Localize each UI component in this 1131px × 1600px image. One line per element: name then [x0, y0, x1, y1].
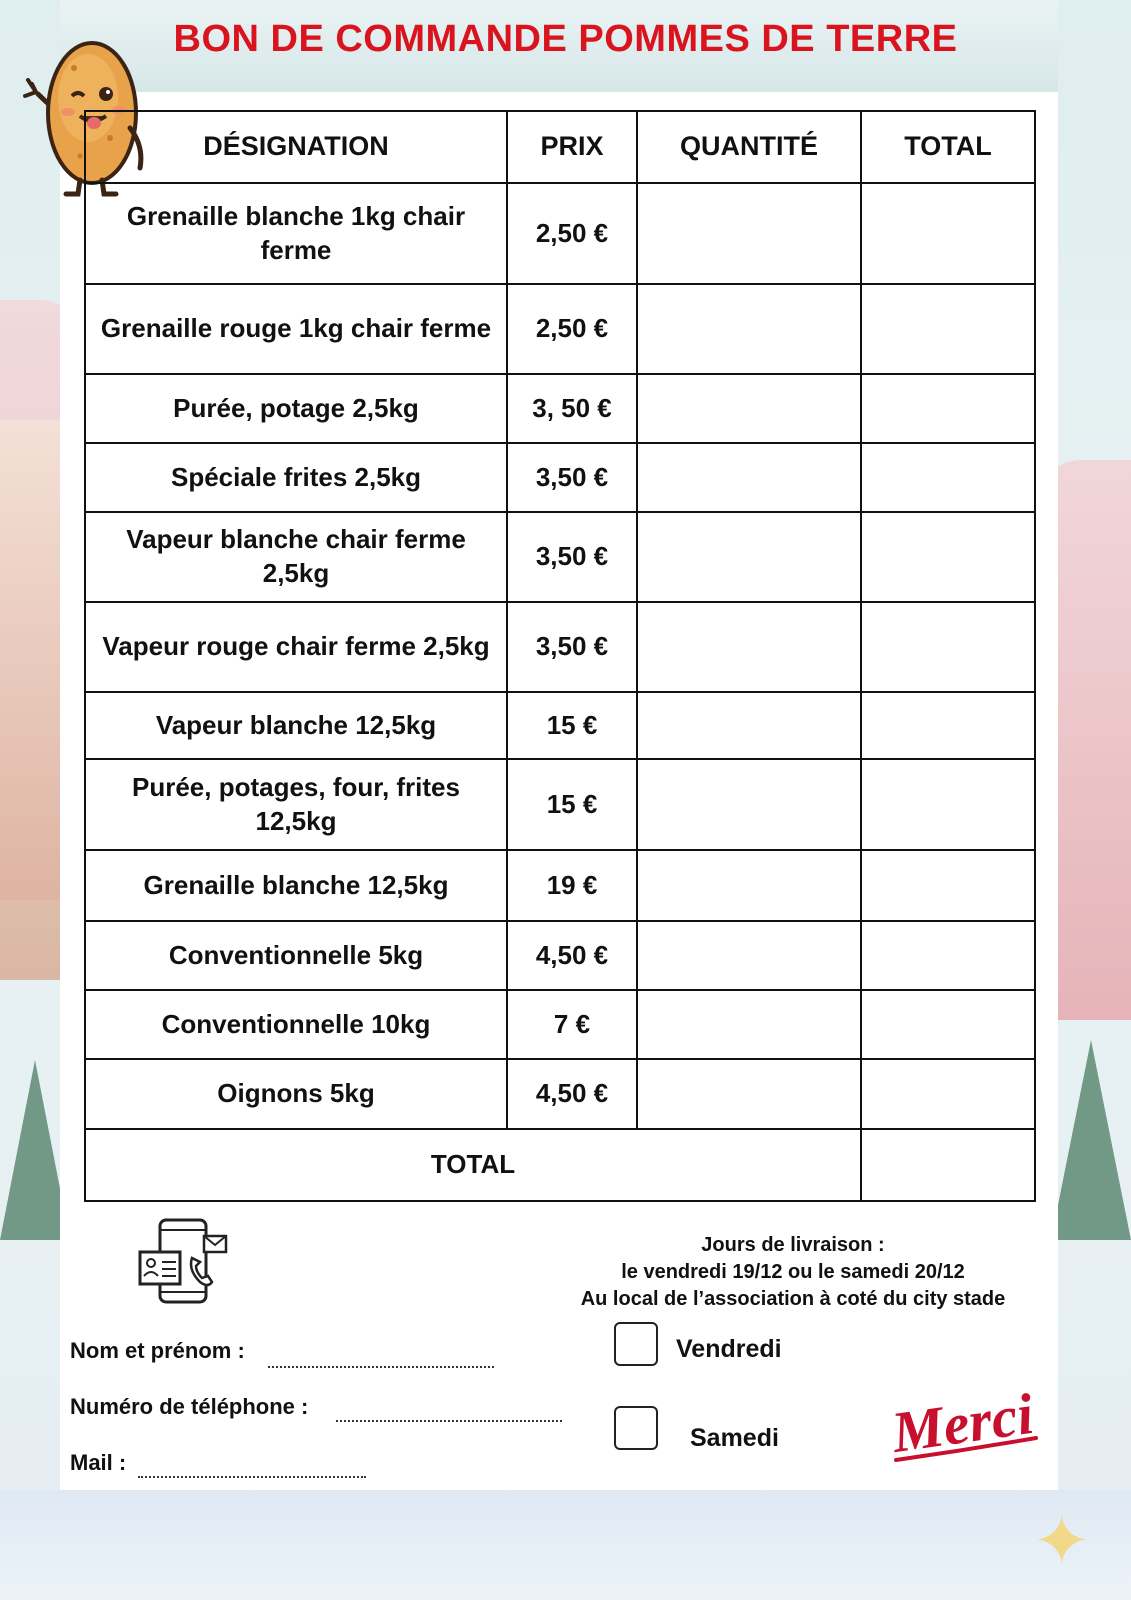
quantity-cell[interactable]	[637, 183, 861, 284]
delivery-title: Jours de livraison :	[701, 1234, 885, 1256]
quantity-cell[interactable]	[637, 921, 861, 990]
order-table	[84, 110, 1036, 1202]
table-row	[85, 512, 1035, 602]
quantity-cell[interactable]	[637, 692, 861, 759]
header-prix: PRIX	[507, 111, 637, 183]
phone-field[interactable]	[336, 1420, 562, 1422]
designation-cell: Grenaille rouge 1kg chair ferme	[85, 284, 507, 374]
total-cell[interactable]	[861, 443, 1035, 512]
quantity-cell[interactable]	[637, 759, 861, 850]
quantity-cell[interactable]	[637, 990, 861, 1059]
total-cell[interactable]	[861, 374, 1035, 443]
header-total: TOTAL	[861, 111, 1035, 183]
page-title: BON DE COMMANDE POMMES DE TERRE	[173, 18, 958, 60]
designation-cell: Purée, potages, four, frites 12,5kg	[85, 759, 507, 850]
price-cell: 3,50 €	[507, 512, 637, 602]
price-cell: 19 €	[507, 850, 637, 921]
price-cell: 4,50 €	[507, 1059, 637, 1129]
price-cell: 4,50 €	[507, 921, 637, 990]
header-designation: DÉSIGNATION	[85, 111, 507, 183]
sparkle-icon: ✦	[1032, 1500, 1091, 1582]
delivery-dates: le vendredi 19/12 ou le samedi 20/12	[621, 1261, 965, 1283]
label-samedi: Samedi	[690, 1424, 779, 1452]
price-cell: 2,50 €	[507, 183, 637, 284]
bg-snow-ground	[0, 1490, 1131, 1600]
table-row	[85, 374, 1035, 443]
designation-cell: Spéciale frites 2,5kg	[85, 443, 507, 512]
price-cell: 3, 50 €	[507, 374, 637, 443]
grand-total-label: TOTAL	[85, 1129, 861, 1201]
price-cell: 15 €	[507, 759, 637, 850]
designation-cell: Vapeur blanche chair ferme 2,5kg	[85, 512, 507, 602]
name-field[interactable]	[268, 1366, 494, 1368]
total-cell[interactable]	[861, 692, 1035, 759]
label-vendredi: Vendredi	[676, 1335, 782, 1363]
total-cell[interactable]	[861, 602, 1035, 692]
mail-field[interactable]	[138, 1476, 366, 1478]
quantity-cell[interactable]	[637, 850, 861, 921]
table-row	[85, 183, 1035, 284]
mail-label: Mail :	[70, 1450, 127, 1475]
checkbox-vendredi[interactable]	[614, 1322, 658, 1366]
quantity-cell[interactable]	[637, 284, 861, 374]
total-cell[interactable]	[861, 183, 1035, 284]
designation-cell: Conventionnelle 10kg	[85, 990, 507, 1059]
table-row	[85, 284, 1035, 374]
quantity-cell[interactable]	[637, 602, 861, 692]
svg-text:Merci: Merci	[887, 1380, 1038, 1466]
price-cell: 2,50 €	[507, 284, 637, 374]
table-row	[85, 921, 1035, 990]
table-row	[85, 602, 1035, 692]
total-cell[interactable]	[861, 990, 1035, 1059]
table-row	[85, 443, 1035, 512]
price-cell: 7 €	[507, 990, 637, 1059]
quantity-cell[interactable]	[637, 1059, 861, 1129]
delivery-location: Au local de l’association à coté du city stade	[580, 1288, 1006, 1310]
total-cell[interactable]	[861, 284, 1035, 374]
total-cell[interactable]	[861, 759, 1035, 850]
table-row	[85, 759, 1035, 850]
grand-total-row	[85, 1129, 1035, 1201]
table-row	[85, 692, 1035, 759]
designation-cell: Oignons 5kg	[85, 1059, 507, 1129]
price-cell: 3,50 €	[507, 602, 637, 692]
total-cell[interactable]	[861, 1059, 1035, 1129]
checkbox-samedi[interactable]	[614, 1406, 658, 1450]
table-row	[85, 1059, 1035, 1129]
table-row	[85, 850, 1035, 921]
designation-cell: Purée, potage 2,5kg	[85, 374, 507, 443]
total-cell[interactable]	[861, 921, 1035, 990]
designation-cell: Grenaille blanche 12,5kg	[85, 850, 507, 921]
quantity-cell[interactable]	[637, 443, 861, 512]
header-quantite: QUANTITÉ	[637, 111, 861, 183]
total-cell[interactable]	[861, 512, 1035, 602]
quantity-cell[interactable]	[637, 512, 861, 602]
price-cell: 3,50 €	[507, 443, 637, 512]
table-header-row	[85, 111, 1035, 183]
designation-cell: Conventionnelle 5kg	[85, 921, 507, 990]
designation-cell: Vapeur rouge chair ferme 2,5kg	[85, 602, 507, 692]
phone-label: Numéro de téléphone :	[70, 1394, 309, 1419]
designation-cell: Vapeur blanche 12,5kg	[85, 692, 507, 759]
total-cell[interactable]	[861, 850, 1035, 921]
bg-tree-right	[1051, 1040, 1131, 1240]
designation-cell: Grenaille blanche 1kg chair ferme	[85, 183, 507, 284]
contact-phone-mail-icon	[138, 1218, 230, 1306]
price-cell: 15 €	[507, 692, 637, 759]
merci-logo	[886, 1380, 1046, 1470]
delivery-info	[548, 1232, 1038, 1313]
quantity-cell[interactable]	[637, 374, 861, 443]
grand-total-cell[interactable]	[861, 1129, 1035, 1201]
name-label: Nom et prénom :	[70, 1338, 245, 1363]
table-row	[85, 990, 1035, 1059]
